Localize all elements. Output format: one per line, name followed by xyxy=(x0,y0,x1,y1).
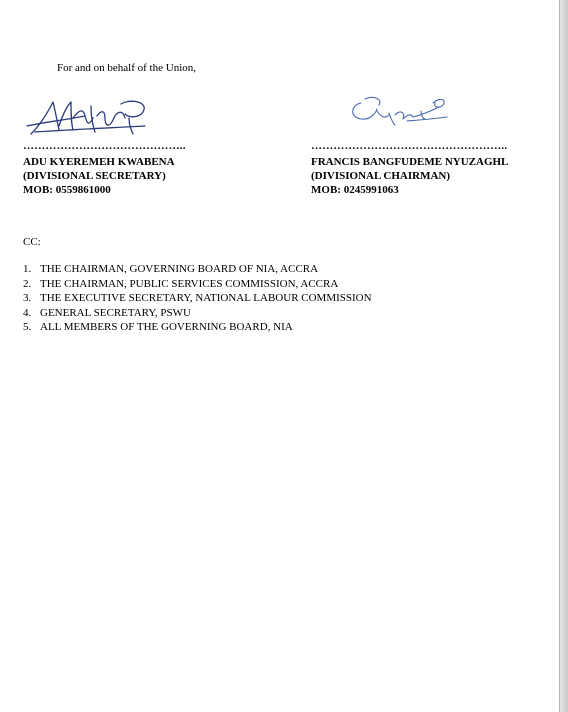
list-item: 5. ALL MEMBERS OF THE GOVERNING BOARD, NIA xyxy=(23,321,293,333)
list-item: 1. THE CHAIRMAN, GOVERNING BOARD OF NIA, ACCRA xyxy=(23,263,319,275)
signature-right xyxy=(347,93,457,129)
cc-list xyxy=(23,262,372,335)
closing-line: For and on behalf of the Union, xyxy=(57,62,196,74)
signature-line-right: …………………………………………….. xyxy=(311,140,508,152)
cc-label: CC: xyxy=(23,236,41,248)
signatory-left-name: ADU KYEREMEH KWABENA xyxy=(23,156,175,168)
signatory-left-title: (DIVISIONAL SECRETARY) xyxy=(23,170,166,182)
list-item: 3. THE EXECUTIVE SECRETARY, NATIONAL LABOUR COMMISSION xyxy=(23,292,372,304)
signature-line-left: …………………………………….. xyxy=(23,140,186,152)
signatory-right-name: FRANCIS BANGFUDEME NYUZAGHL xyxy=(311,156,509,168)
signatory-left-mob: MOB: 0559861000 xyxy=(23,184,111,196)
page-edge xyxy=(559,0,568,712)
signature-left xyxy=(25,96,155,140)
signatory-right-title: (DIVISIONAL CHAIRMAN) xyxy=(311,170,451,182)
list-item: 4. GENERAL SECRETARY, PSWU xyxy=(23,306,191,319)
signatory-right-mob: MOB: 0245991063 xyxy=(311,184,399,196)
list-item: 2. THE CHAIRMAN, PUBLIC SERVICES COMMISSION, ACCRA xyxy=(23,277,339,290)
